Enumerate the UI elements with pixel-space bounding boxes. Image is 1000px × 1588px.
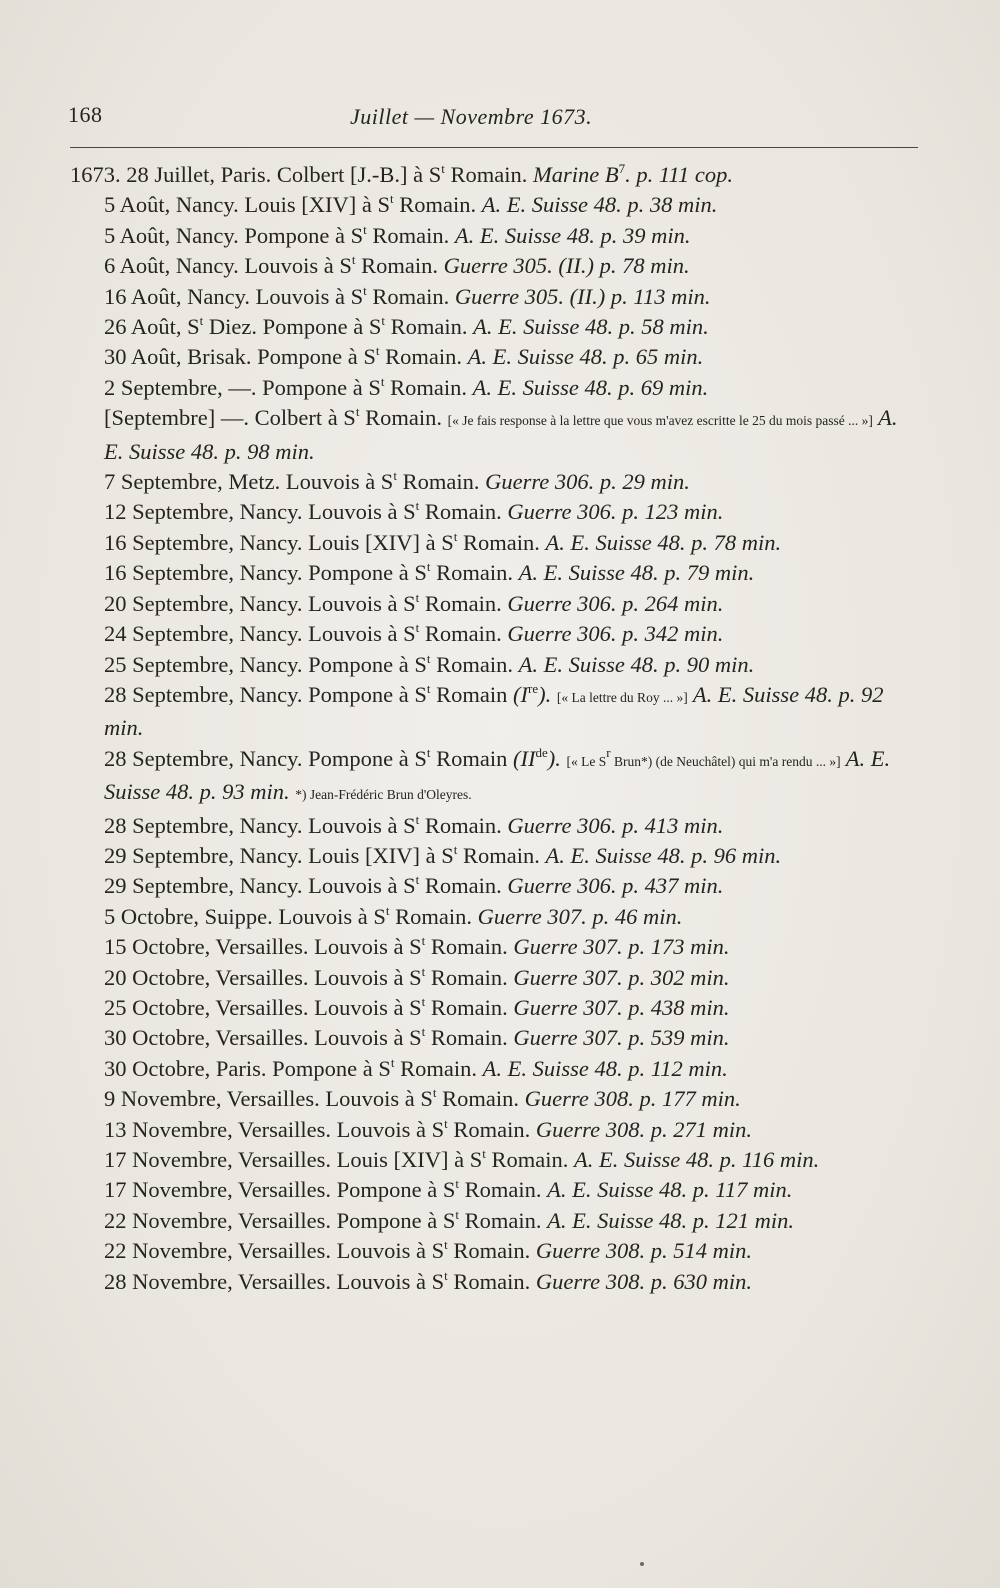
superscript: t	[441, 161, 445, 176]
entry-text: Romain.	[359, 405, 448, 431]
archive-reference: Guerre 306. p. 342 min.	[507, 621, 724, 647]
entry-text: Romain.	[396, 469, 486, 495]
entry-text: 22 Novembre, Versailles. Pompone à S	[104, 1207, 456, 1233]
archive-reference: Guerre 306. p. 123 min.	[507, 499, 724, 525]
entry-text: Romain	[430, 681, 513, 707]
archive-reference: Guerre 308. p. 271 min.	[535, 1116, 752, 1142]
entry-text: Romain.	[459, 1207, 548, 1233]
entry-text: 22 Novembre, Versailles. Louvois à S	[104, 1238, 445, 1264]
entry-text: Romain.	[430, 560, 519, 586]
archive-reference: A. E. Suisse 48. p. 78 min.	[545, 529, 782, 555]
archive-reference: Guerre 306. p. 413 min.	[507, 812, 724, 838]
entry-text: 5 Août, Nancy. Pompone à S	[104, 222, 364, 248]
superscript: t	[363, 221, 367, 237]
superscript: r	[606, 744, 611, 760]
entry-line	[104, 373, 904, 403]
entry-text: Romain.	[389, 903, 478, 929]
entry-line	[104, 963, 904, 993]
entry-line	[70, 160, 904, 190]
archive-reference: Guerre 305. (II.) p. 78 min.	[443, 253, 690, 279]
archive-reference: A. E. Suisse 48. p. 65 min.	[467, 344, 704, 370]
archive-reference: . p. 111 cop.	[625, 162, 733, 187]
entry-text: Romain.	[447, 1116, 536, 1142]
superscript: t	[426, 650, 431, 666]
entry-text: Romain.	[379, 344, 468, 370]
entry-text: 7 Septembre, Metz. Louvois à S	[104, 469, 394, 495]
entry-line	[104, 619, 904, 649]
superscript: t	[415, 620, 420, 636]
page-number: 168	[68, 102, 103, 127]
bracket-quote: [« La lettre du Roy ... »]	[556, 689, 688, 705]
superscript: t	[390, 191, 394, 207]
entry-line	[104, 467, 904, 497]
archive-reference: Marine B	[532, 162, 619, 187]
archive-reference: Guerre 307. p. 46 min.	[477, 903, 683, 929]
entry-line	[104, 650, 904, 680]
archive-reference: ).	[538, 681, 557, 707]
archive-reference: ).	[547, 745, 567, 771]
entry-text: 17 Novembre, Versailles. Louis [XIV] à S	[104, 1147, 483, 1172]
entry-text: [Septembre] —. Colbert à S	[104, 405, 356, 431]
superscript: t	[444, 1267, 448, 1283]
entry-text: 28 Septembre, Nancy. Louvois à S	[104, 812, 416, 838]
bracket-quote: [« Je fais response à la lettre que vous m'avez escritte le 25 du mois passé ... »]	[447, 413, 873, 429]
superscript: t	[199, 313, 204, 329]
archive-reference: Guerre 307. p. 173 min.	[513, 934, 730, 960]
archive-reference: Guerre 306. p. 264 min.	[507, 590, 724, 616]
superscript: t	[380, 373, 385, 389]
entry-text: Romain	[430, 745, 513, 771]
entry-text: Romain.	[355, 253, 444, 279]
page-mark	[640, 1562, 644, 1566]
superscript: re	[527, 680, 539, 696]
archive-reference: Guerre 308. p. 514 min.	[535, 1238, 752, 1264]
entry-line	[104, 1145, 904, 1175]
superscript: t	[351, 252, 356, 268]
superscript: t	[415, 872, 420, 888]
superscript: t	[421, 1024, 426, 1040]
entry-line	[104, 744, 904, 811]
entry-text: Romain.	[419, 499, 508, 525]
superscript: t	[444, 1115, 448, 1131]
entry-text: Romain.	[394, 1055, 483, 1081]
entry-line	[104, 902, 904, 932]
entry-text: Romain.	[384, 374, 473, 400]
superscript: t	[432, 1085, 437, 1101]
entry-text: 1673. 28 Juillet, Paris. Colbert [J.-B.] à S	[70, 162, 442, 187]
entry-line	[104, 558, 904, 588]
entry-text: Romain.	[366, 283, 455, 309]
superscript: t	[421, 933, 426, 949]
entry-text: 17 Novembre, Versailles. Pompone à S	[104, 1177, 456, 1203]
entry-line	[104, 589, 904, 619]
entry-line	[104, 871, 904, 901]
archive-reference: A. E. Suisse 48. p. 96 min.	[545, 842, 782, 868]
bracket-quote: [« Le S	[566, 753, 607, 769]
entry-text: Romain.	[430, 651, 519, 677]
archive-reference: A. E. Suisse 48. p. 92 min.	[104, 681, 884, 741]
superscript: t	[415, 498, 420, 514]
archive-reference: A. E. Suisse 48. p. 98 min.	[104, 405, 898, 464]
entry-text: 28 Septembre, Nancy. Pompone à S	[104, 745, 427, 771]
archive-reference: A. E. Suisse 48. p. 90 min.	[518, 651, 755, 677]
superscript: t	[415, 811, 420, 827]
entry-text: 16 Septembre, Nancy. Pompone à S	[104, 560, 427, 586]
superscript: t	[355, 404, 360, 420]
entry-text: Romain.	[444, 162, 533, 187]
entry-line	[104, 1206, 904, 1236]
archive-reference: A. E. Suisse 48. p. 39 min.	[454, 222, 691, 248]
superscript: t	[453, 528, 458, 544]
superscript: t	[444, 1237, 448, 1253]
entry-line	[104, 190, 904, 220]
entry-text: Romain.	[393, 192, 482, 218]
entry-text: 29 Septembre, Nancy. Louis [XIV] à S	[104, 842, 454, 868]
entry-text: Romain.	[366, 222, 455, 248]
archive-reference: Guerre 307. p. 302 min.	[513, 964, 730, 990]
archive-reference: Guerre 308. p. 630 min.	[535, 1268, 752, 1294]
entry-line	[104, 1267, 904, 1297]
entry-text: 5 Août, Nancy. Louis [XIV] à S	[104, 192, 390, 218]
archive-reference: Guerre 306. p. 437 min.	[507, 873, 724, 899]
entry-line	[104, 497, 904, 527]
archive-reference: (II	[512, 745, 536, 771]
bracket-quote: Brun*) (de Neuchâtel) qui m'a rendu ... »]	[610, 753, 841, 769]
entry-text: 24 Septembre, Nancy. Louvois à S	[104, 621, 416, 647]
entry-list	[70, 160, 904, 1297]
archive-reference: A. E. Suisse 48. p. 116 min.	[574, 1147, 820, 1172]
entry-text: 20 Septembre, Nancy. Louvois à S	[104, 590, 416, 616]
entry-text: Romain.	[425, 964, 514, 990]
superscript: 7	[618, 161, 626, 176]
entry-text: Romain.	[457, 529, 546, 555]
archive-reference: A. E. Suisse 48. p. 69 min.	[472, 374, 709, 400]
archive-reference: (I	[512, 681, 528, 707]
entry-text: 30 Août, Brisak. Pompone à S	[104, 344, 376, 370]
entry-text: 25 Septembre, Nancy. Pompone à S	[104, 651, 427, 677]
entry-text: 25 Octobre, Versailles. Louvois à S	[104, 994, 422, 1020]
entry-line	[104, 251, 904, 281]
entry-text: 28 Novembre, Versailles. Louvois à S	[104, 1268, 445, 1294]
archive-reference: A. E. Suisse 48. p. 58 min.	[473, 314, 709, 340]
archive-reference: A. E. Suisse 48. p. 112 min.	[482, 1055, 728, 1081]
entry-line	[104, 680, 904, 744]
entry-line	[104, 1023, 904, 1053]
entry-text: Romain.	[419, 812, 508, 838]
footnote: *) Jean-Frédéric Brun d'Oleyres.	[295, 787, 472, 803]
superscript: t	[415, 589, 420, 605]
entry-text: 9 Novembre, Versailles. Louvois à S	[104, 1086, 433, 1112]
entry-line	[104, 932, 904, 962]
entry-text: Romain.	[457, 842, 546, 868]
superscript: t	[393, 468, 397, 484]
entry-text: Romain.	[447, 1268, 536, 1294]
entry-line	[104, 1236, 904, 1266]
superscript: t	[455, 1206, 460, 1222]
superscript: t	[421, 963, 426, 979]
entry-line	[104, 1115, 904, 1145]
archive-reference: Guerre 307. p. 438 min.	[513, 994, 730, 1020]
entry-text: 29 Septembre, Nancy. Louvois à S	[104, 873, 416, 899]
entry-line	[104, 528, 904, 558]
entry-text: 16 Août, Nancy. Louvois à S	[104, 283, 364, 309]
superscript: de	[535, 744, 548, 760]
archive-reference: A. E. Suisse 48. p. 79 min.	[518, 560, 755, 586]
entry-text: Romain.	[419, 590, 508, 616]
archive-reference: A. E. Suisse 48. p. 117 min.	[547, 1177, 793, 1203]
superscript: t	[426, 744, 431, 760]
entry-line	[104, 342, 904, 372]
entry-text: 16 Septembre, Nancy. Louis [XIV] à S	[104, 529, 454, 555]
archive-reference: A. E. Suisse 48. p. 93 min.	[104, 745, 891, 805]
archive-reference: Guerre 305. (II.) p. 113 min.	[454, 283, 711, 309]
superscript: t	[426, 559, 431, 575]
entry-line	[104, 403, 904, 467]
entry-line	[104, 221, 904, 251]
entry-line	[104, 1054, 904, 1084]
entry-line	[104, 1084, 904, 1114]
superscript: t	[381, 313, 386, 329]
entry-text: Romain.	[447, 1238, 536, 1264]
entry-text: Romain.	[419, 873, 508, 899]
superscript: t	[375, 343, 380, 359]
archive-reference: A. E. Suisse 48. p. 121 min.	[547, 1207, 795, 1233]
entry-text: 30 Octobre, Versailles. Louvois à S	[104, 1025, 422, 1051]
superscript: t	[426, 680, 431, 696]
entry-line	[104, 811, 904, 841]
archive-reference: Guerre 308. p. 177 min.	[524, 1086, 741, 1112]
entry-text: Romain.	[436, 1086, 525, 1112]
entry-text: 28 Septembre, Nancy. Pompone à S	[104, 681, 427, 707]
archive-reference: Guerre 307. p. 539 min.	[513, 1025, 730, 1051]
entry-line	[104, 1175, 904, 1205]
superscript: t	[421, 993, 426, 1009]
running-title: Juillet — Novembre 1673.	[350, 104, 593, 129]
entry-text: 2 Septembre, —. Pompone à S	[104, 374, 381, 400]
archive-reference: A. E. Suisse 48. p. 38 min.	[481, 192, 718, 218]
entry-text: 26 Août, S	[104, 314, 200, 340]
entry-text: Romain.	[385, 314, 474, 340]
entry-text: Romain.	[425, 994, 514, 1020]
superscript: t	[455, 1176, 460, 1192]
entry-text: Romain.	[425, 1025, 514, 1051]
entry-text: 30 Octobre, Paris. Pompone à S	[104, 1055, 391, 1081]
entry-text: 13 Novembre, Versailles. Louvois à S	[104, 1116, 445, 1142]
entry-line	[104, 312, 904, 342]
entry-text: Romain.	[459, 1177, 548, 1203]
entry-text: 6 Août, Nancy. Louvois à S	[104, 253, 352, 279]
entry-text: 15 Octobre, Versailles. Louvois à S	[104, 934, 422, 960]
superscript: t	[453, 841, 458, 857]
header-rule	[70, 147, 918, 148]
entry-text: Diez. Pompone à S	[203, 314, 382, 340]
entry-line	[104, 993, 904, 1023]
entry-line	[104, 282, 904, 312]
superscript: t	[363, 282, 367, 298]
entry-text: Romain.	[485, 1147, 575, 1172]
entry-line	[104, 841, 904, 871]
superscript: t	[390, 1054, 395, 1070]
archive-reference: Guerre 306. p. 29 min.	[485, 469, 690, 495]
entry-text: 12 Septembre, Nancy. Louvois à S	[104, 499, 416, 525]
superscript: t	[385, 902, 390, 918]
entry-text: Romain.	[419, 621, 508, 647]
entry-text: Romain.	[425, 934, 514, 960]
entry-text: 20 Octobre, Versailles. Louvois à S	[104, 964, 422, 990]
superscript: t	[482, 1146, 486, 1161]
entry-text: 5 Octobre, Suippe. Louvois à S	[104, 903, 386, 929]
